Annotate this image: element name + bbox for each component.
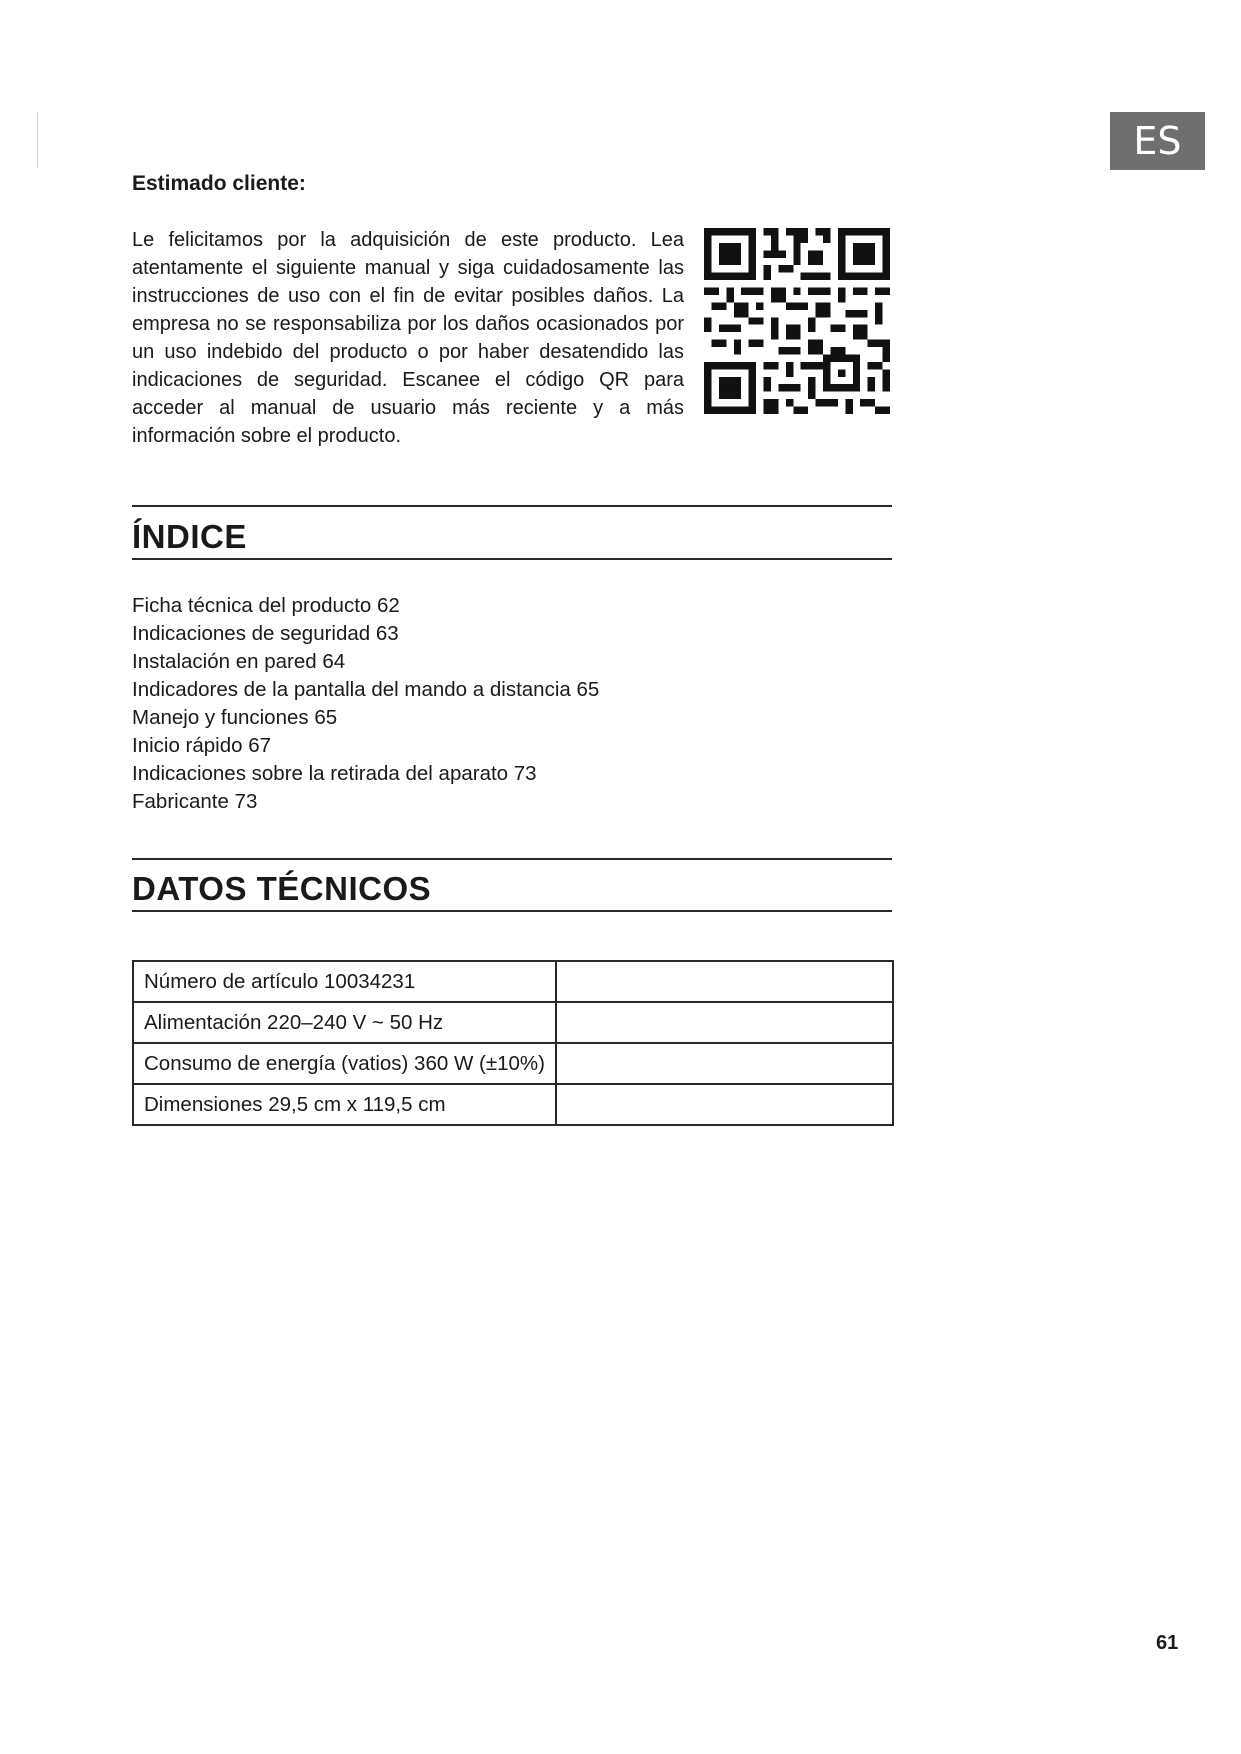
index-entry: Manejo y funciones 65 — [132, 706, 338, 729]
table-cell — [556, 1002, 893, 1043]
table-cell: Consumo de energía (vatios) 360 W (±10%) — [133, 1043, 556, 1084]
section-rule — [132, 505, 892, 507]
table-cell — [556, 1084, 893, 1125]
section-rule — [132, 858, 892, 860]
qr-code-icon — [704, 228, 890, 414]
technical-data-table — [132, 960, 894, 1126]
intro-paragraph: Le felicitamos por la adquisición de este producto. Lea atentamente el siguiente manual y siga cuidadosamente las instrucciones de uso con el fin de evitar posibles daños. La empresa no se responsabiliza por los daños ocasionados por un uso indebido del producto o por haber desatendido las indicaciones de seguridad. Escanee el código QR para acceder al manual de usuario más reciente y a más información sobre el producto. — [132, 229, 684, 447]
index-entry: Indicadores de la pantalla del mando a distancia 65 — [132, 678, 600, 701]
table-cell: Número de artículo 10034231 — [133, 961, 556, 1002]
page-number: 61 — [1156, 1632, 1179, 1654]
table-cell — [556, 961, 893, 1002]
table-row — [133, 1043, 893, 1084]
index-title: ÍNDICE — [132, 518, 247, 555]
margin-line — [37, 112, 38, 168]
table-row — [133, 961, 893, 1002]
table-row — [133, 1084, 893, 1125]
index-entry: Instalación en pared 64 — [132, 650, 346, 673]
section-rule — [132, 558, 892, 560]
language-tab: ES — [1110, 112, 1205, 170]
table-cell — [556, 1043, 893, 1084]
section-rule — [132, 910, 892, 912]
table-cell: Dimensiones 29,5 cm x 119,5 cm — [133, 1084, 556, 1125]
index-entry: Indicaciones sobre la retirada del aparato 73 — [132, 762, 537, 785]
greeting: Estimado cliente: — [132, 172, 306, 195]
index-entry: Ficha técnica del producto 62 — [132, 594, 400, 617]
index-entry: Inicio rápido 67 — [132, 734, 272, 757]
technical-data-title: DATOS TÉCNICOS — [132, 870, 432, 907]
index-list — [132, 592, 599, 816]
table-cell: Alimentación 220–240 V ~ 50 Hz — [133, 1002, 556, 1043]
table-row — [133, 1002, 893, 1043]
index-entry: Indicaciones de seguridad 63 — [132, 622, 399, 645]
index-entry: Fabricante 73 — [132, 790, 258, 813]
